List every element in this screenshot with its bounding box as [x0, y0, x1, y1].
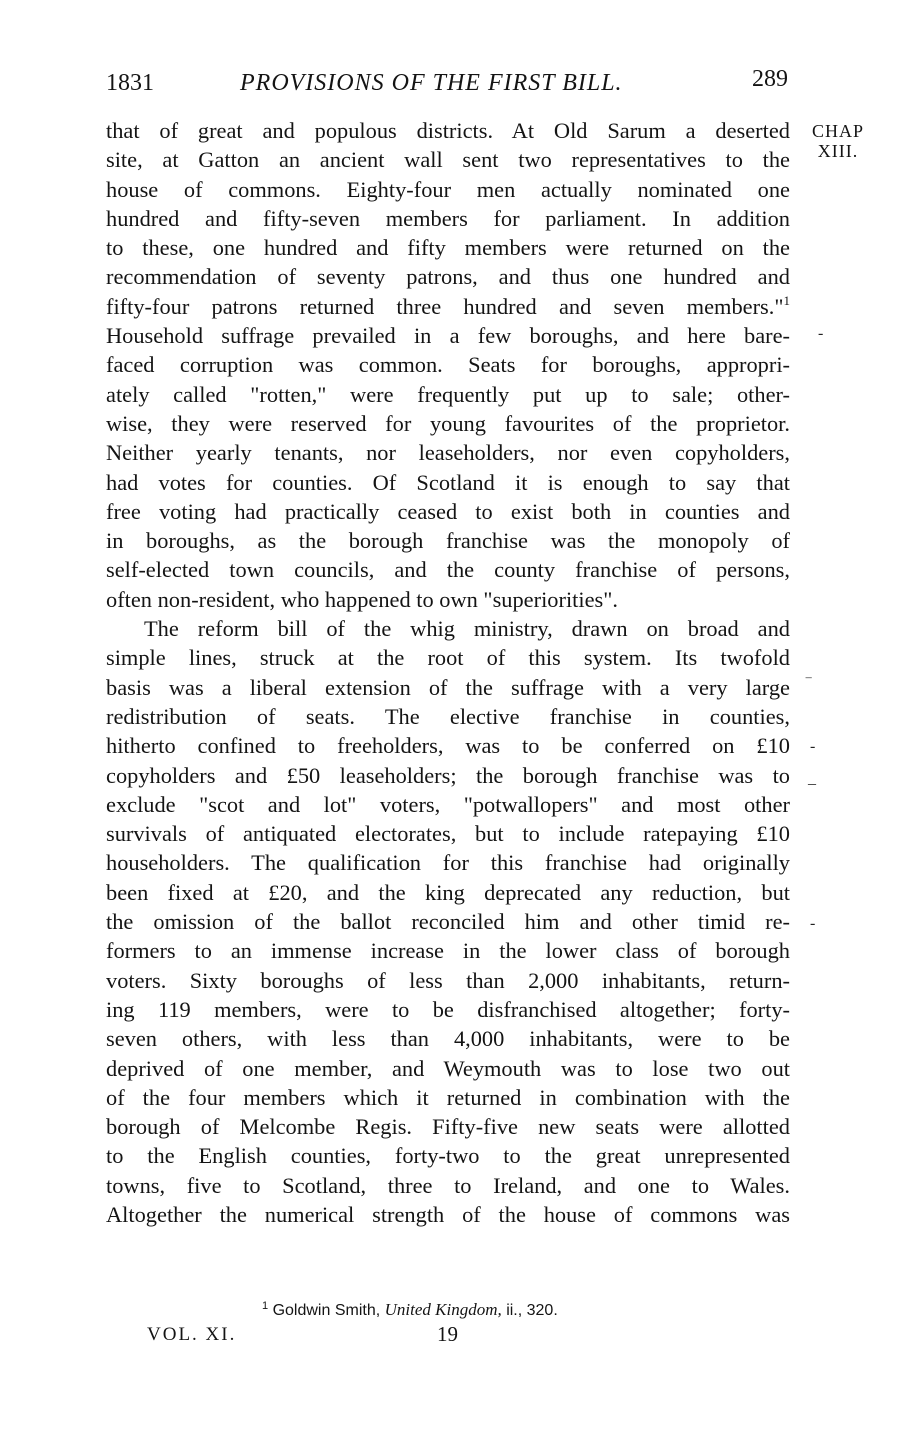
- paragraph-2: [106, 614, 790, 1229]
- text-line: to these, one hundred and fifty members were returned on the: [106, 235, 790, 261]
- text-line: copyholders and £50 leaseholders; the borough franchise was to: [106, 762, 790, 788]
- text-line: fifty-four patrons returned three hundred and seven members.": [106, 293, 784, 319]
- text-line: Altogether the numerical strength of the house of commons was: [106, 1201, 790, 1227]
- text-line: simple lines, struck at the root of this system. Its twofold: [106, 645, 790, 671]
- text-line: faced corruption was common. Seats for boroughs, appropri-: [106, 352, 790, 378]
- text-line: that of great and populous districts. At Old Sarum a deserted: [106, 118, 790, 143]
- text-line: survivals of antiquated electorates, but to include ratepaying £10: [106, 821, 790, 847]
- margin-mark: -: [810, 738, 816, 755]
- page-number: 289: [752, 66, 788, 92]
- text-line: ing 119 members, were to be disfranchised altogether; forty-: [106, 996, 790, 1022]
- running-header: [106, 64, 796, 104]
- body-text: [106, 116, 790, 1229]
- footnote-ref: ii., 320.: [506, 1302, 558, 1319]
- text-line: hitherto confined to freeholders, was to be conferred on £10: [106, 733, 790, 759]
- text-line: Neither yearly tenants, nor leaseholders, nor even copyholders,: [106, 440, 790, 466]
- text-line: free voting had practically ceased to exist both in counties and: [106, 498, 790, 524]
- text-line: site, at Gatton an ancient wall sent two representatives to the: [106, 147, 790, 173]
- text-line: wise, they were reserved for young favourites of the proprietor.: [106, 410, 790, 436]
- footnote-author: Goldwin Smith,: [272, 1302, 381, 1319]
- chapter-side-note: [804, 121, 872, 161]
- text-line: the omission of the ballot reconciled him and other timid re-: [106, 909, 790, 935]
- text-line: had votes for counties. Of Scotland it is enough to say that: [106, 469, 790, 495]
- text-line: often non-resident, who happened to own "superiorities".: [106, 586, 618, 612]
- text-line: ately called "rotten," were frequently put up to sale; other-: [106, 381, 790, 407]
- text-line: self-elected town councils, and the county franchise of persons,: [106, 557, 790, 583]
- margin-mark: ‾: [806, 677, 812, 694]
- text-line: exclude "scot and lot" voters, "potwallopers" and most other: [106, 791, 790, 817]
- text-line: been fixed at £20, and the king deprecated any reduction, but: [106, 879, 790, 905]
- text-line: recommendation of seventy patrons, and thus one hundred and: [106, 264, 790, 290]
- text-line: The reform bill of the whig ministry, drawn on broad and: [144, 616, 790, 642]
- footnote: [262, 1300, 558, 1320]
- signature-number: 19: [437, 1322, 458, 1346]
- text-line: voters. Sixty boroughs of less than 2,000 inhabitants, return-: [106, 967, 790, 993]
- margin-mark: _: [808, 770, 816, 787]
- text-line: seven others, with less than 4,000 inhabitants, were to be: [106, 1026, 790, 1052]
- header-title: PROVISIONS OF THE FIRST BILL.: [240, 70, 623, 96]
- side-note-chap: CHAP: [811, 121, 864, 141]
- margin-mark: -: [818, 325, 824, 342]
- margin-mark: -: [810, 915, 816, 932]
- text-line: Household suffrage prevailed in a few boroughs, and here bare-: [106, 323, 790, 349]
- header-year: 1831: [106, 70, 154, 96]
- paragraph-1: [106, 116, 790, 614]
- text-line: borough of Melcombe Regis. Fifty-five new seats were allotted: [106, 1114, 790, 1140]
- text-line: in boroughs, as the borough franchise was the monopoly of: [106, 528, 790, 554]
- text-line-with-ref: [106, 292, 790, 321]
- footnote-work: United Kingdom,: [384, 1300, 502, 1319]
- side-note-number: XIII.: [817, 141, 859, 161]
- text-line: to the English counties, forty-two to the great unrepresented: [106, 1143, 790, 1169]
- text-line: householders. The qualification for this franchise had originally: [106, 850, 790, 876]
- text-line: basis was a liberal extension of the suffrage with a very large: [106, 674, 790, 700]
- text-line: of the four members which it returned in combination with the: [106, 1084, 790, 1110]
- footnote-marker: 1: [262, 1300, 269, 1312]
- footnote-reference: 1: [783, 292, 790, 308]
- text-line: hundred and fifty-seven members for parliament. In addition: [106, 205, 790, 231]
- text-line: house of commons. Eighty-four men actually nominated one: [106, 176, 790, 202]
- text-line: towns, five to Scotland, three to Ireland, and one to Wales.: [106, 1172, 790, 1198]
- text-line: redistribution of seats. The elective franchise in counties,: [106, 703, 790, 729]
- signature-volume: VOL. XI.: [147, 1324, 237, 1345]
- text-line: deprived of one member, and Weymouth was to lose two out: [106, 1055, 790, 1081]
- text-line: formers to an immense increase in the lower class of borough: [106, 938, 790, 964]
